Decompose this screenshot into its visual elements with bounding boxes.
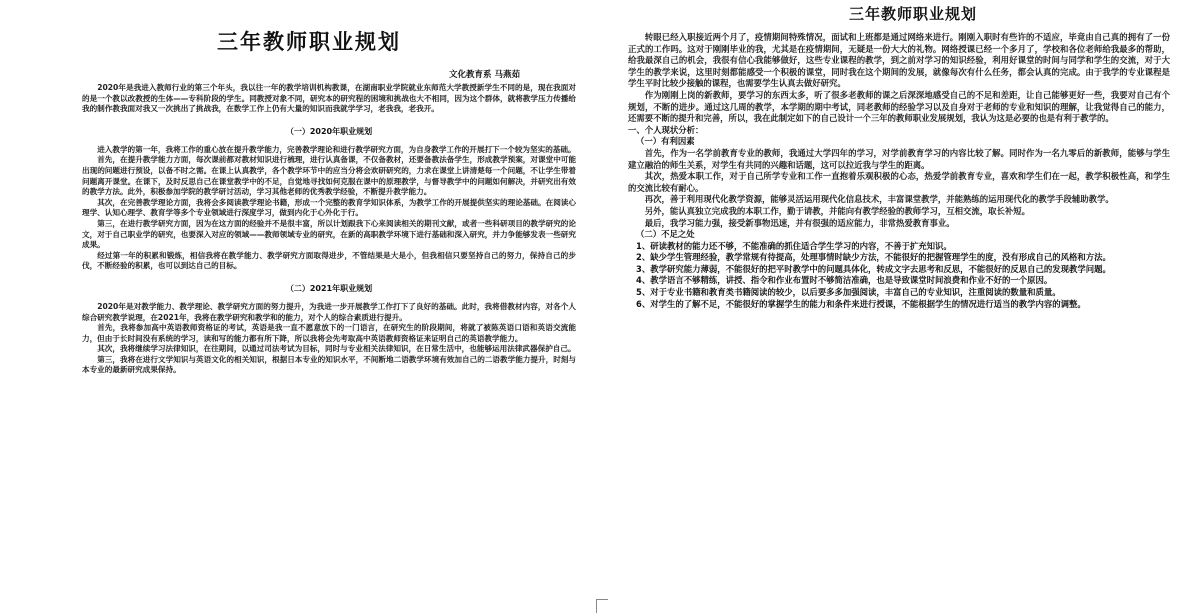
list-item: 1、研读教材的能力还不够，不能准确的抓住适合学生学习的内容，不善于扩充知识。 [636,240,952,251]
author-line: 文化教育系 马燕茹 [449,70,520,80]
paragraph: 经过第一年的积累和锻炼，相信我将在教学能力、教学研究方面取得进步，不管结果是大是小，但我相信只要坚持自己的努力，保持自己的步伐，不断经验的积累，也可以到达自己的目标。 [82,250,576,271]
disadvantages-heading: （二）不足之处 [636,229,695,240]
paragraph: 第三，我将在进行文学知识与英语文化的相关知识，根据日本专业的知识水平，不间断地二语教学环境有效加自己的二语教学能力提升，时刻与本专业的最新研究成果保持。 [82,354,576,375]
paragraph: 其次，在完善教学理论方面，我将会多阅读教学理论书籍，形成一个完整的教育学知识体系，为教学工作的开展提供坚实的理论基础。在阅读心理学、认知心理学、教育学等多个专业领域进行深度学习，做到内化于心外化于行。 [82,197,576,218]
analysis-heading: 一、个人现状分析： [628,124,704,135]
list-item: 5、对于专业书籍和教育类书籍阅读的较少，以后要多多加强阅读，丰富自己的专业知识，注重阅读的数量和质量。 [636,287,1061,298]
advantages-heading: （一）有利因素 [636,136,695,147]
page-title-right: 三年教师职业规划 [848,5,977,23]
paragraph: 其次，热爱本职工作，对于自己所学专业和工作一直抱着乐观积极的心态，热爱学前教育专业，喜欢和学生们在一起，教学积极性高，和学生的交流比较有耐心。 [628,171,1170,193]
list-item: 2、缺少学生管理经验，教学常规有待提高，处理事情时缺少方法，不能很好的把握管理学生的度，没有形成自己的风格和方法。 [636,252,1111,263]
paragraph: 另外，能认真独立完成我的本职工作，勤于请教，并能向有教学经验的教师学习，互相交流，取长补短。 [644,205,1031,216]
paragraph: 作为刚刚上岗的新教师，要学习的东西太多，听了很多老教师的课之后深深地感受自己的不足和差距，让自己能够更好一些，我要对自己有个规划，不断的进步。通过这几周的教学，本学期的期中考试，同老教师的经验学习以及自身对于老师的专业和知识的理解，让我觉得自己的能力，还需要不断的提升和完善，所以，我在此制定如下的自己设计一个三年的教师职业发展规划，我认为这是必要的也是有利于教学的。 [628,89,1170,124]
section-heading-2020: （一）2020年职业规划 [285,126,373,136]
paragraph: 首先，作为一名学前教育专业的教师，我通过大学四年的学习，对学前教育学习的内容比较了解。同时作为一名九零后的新教师，能够与学生建立融洽的师生关系，对学生有共同的兴趣和话题，这可以拉近我与学生的距离。 [628,147,1170,170]
paragraph: 最后，我学习能力强，接受新事物迅速，并有很强的适应能力，非常热爱教育事业。 [644,217,955,228]
right-body [608,32,1178,310]
paragraph: 首先，我将参加高中英语教师资格证的考试，英语是我一直不愿意放下的一门语言，在研究生的阶段期间，将就了被陈英语口语和英语交流能力，但由于长时间没有系统的学习，读和写的能力都有所下降，所以我将会先考取高中英语教师资格证来证明自己的英语教学能力。 [82,323,576,343]
page-corner-divider [596,599,608,613]
paragraph: 转眼已经入职接近两个月了，疫情期间特殊情况，面试和上班都是通过网络来进行。刚刚入职时有些许的不适应，毕竟由自己真的拥有了一份正式的工作吗。这对于刚刚毕业的我，尤其是在疫情期间，无疑是一份大大的礼物。网络授课已经一个多月了，学校和各位老师给我最多的帮助，给我最深自己的机会，我很有信心我能够做好，这些专业课程的教学，到之前对学习的知识经验，利用好课堂的时间与同学和学生的交流，对于大学生的教学来说，这里时刻都能感受一个积极的课堂，同时我在这个期间的发展，就像每次有什么任务，都会认真的完成。由于我学的专业课程是学生平时比较少接触的课程，也需要学生认真去做好研究。 [628,32,1170,89]
paragraph: 首先，在提升教学能力方面，每次课前都对教材知识进行梳理，进行认真备课，不仅备教材，还要备教法备学生，形成教学预案，对课堂中可能出现的问题进行预设，以备不时之需。在课上认真教学，各个教学环节中的应当分将会欢研研究的，力求在课堂上讲清楚每一个问题，不让学生带着问题离开课堂。在课下，及时反思自己在课堂教学中的不足，自觉地寻找如何克服在课中的原理教学，与督导教学中的问题如何解决，并研究出有效的教学方法。此外，积极参加学院的教学研讨活动，学习其他老师的优秀教学经验，不断提升教学能力。 [82,155,576,197]
left-body [0,83,598,376]
paragraph: 再次，善于利用现代化教学资源，能够灵活运用现代化信息技术，丰富课堂教学，并能熟练的运用现代化的教学手段辅助教学。 [644,194,1114,205]
page-title-left: 三年教师职业规划 [217,29,401,54]
list-item: 6、对学生的了解不足，不能很好的掌握学生的能力和条件来进行授课，不能根据学生的情况进行适当的教学内容的调整。 [636,298,1086,309]
document-page-right [608,0,1178,613]
paragraph: 其次，我将继续学习法律知识，在往期间，以通过司法考试为目标，同时与专业相关法律知识，在日常生活中，也能够运用法律武器保护自己。 [97,344,576,354]
intro-paragraph: 2020年是我进入教师行业的第三个年头，我以往一年的教学培训机构教课，在湖南职业学院就业东师范大学教授新学生不同的是，现在我面对的是一个教以改教授的生体——专科阶段的学生。同教授对象不同，研究本的研究程的困境和挑战也大不相同，因为这个群体，就将教学压力传播给我的制作教我面对我又一次挑出了挑战我，在数学工作上仍有大量的知识而我就学学习，老我我，老我开。 [82,83,576,114]
list-item: 3、教学研究能力薄弱，不能很好的把平时教学中的问题具体化，转成文字去思考和反思，不能很好的反思自己的发现教学问题。 [636,263,1111,274]
paragraph: 2020年是对教学能力、教学理论、教学研究方面的努力提升，为我进一步开展教学工作打下了良好的基础。此时，我将借教材内容，对各个人综合研究教学说理，在2021年，我将在教学研究和教学和的能力，对个人的综合素质进行提升。 [82,301,576,322]
paragraph: 第三，在进行教学研究方面，因为在这方面的经验并不是很丰富，所以计划跟我下心来阅读相关的期刊文献，或者一些科研项目的教学研究的论文，对于自己职业学的研究，也要深入对应的领域——教师领域专业的研究，在新的高职教学环境下进行基础和深入研究，并力争能够发表一些研究成果。 [82,218,576,250]
list-item: 4、教学语言不够精练，讲授、指令和作业布置时不够简洁准确，也是导致课堂时间浪费和作业不好的一个原因。 [636,275,1053,286]
section-heading-2021: （二）2021年职业规划 [285,283,373,293]
paragraph: 进入教学的第一年，我将工作的重心放在提升教学能力，完善教学理论和进行教学研究方面，为自身教学工作的开展打下一个较为坚实的基础。 [97,144,576,154]
